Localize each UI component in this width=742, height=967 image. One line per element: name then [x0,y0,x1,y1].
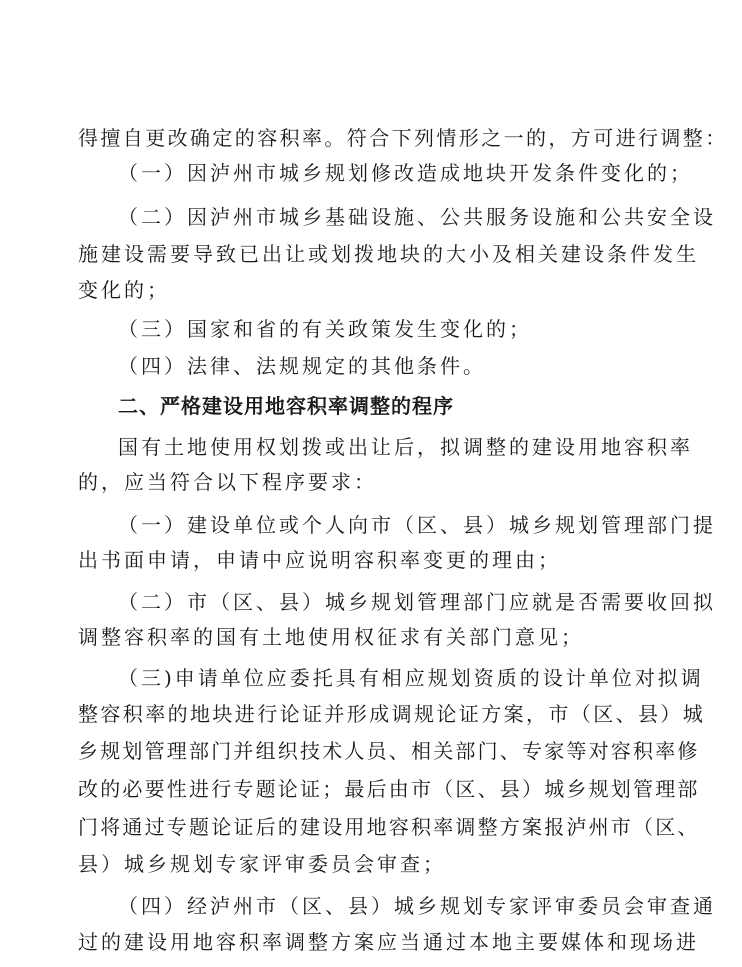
paragraph-line: 整容积率的地块进行论证并形成调规论证方案，市（区、县）城 [78,702,706,726]
paragraph-line: 变化的； [78,278,170,302]
paragraph-line: 的，应当符合以下程序要求： [78,470,377,494]
paragraph-line: （一）因泸州市城乡规划修改造成地块开发条件变化的； [118,161,693,185]
paragraph-line: （四）经泸州市（区、县）城乡规划专家评审委员会审查通 [118,894,716,918]
paragraph-line: （三)申请单位应委托具有相应规划资质的设计单位对拟调 [118,666,704,690]
paragraph-line: 过的建设用地容积率调整方案应当通过本地主要媒体和现场进 [78,930,699,954]
paragraph-line: 出书面申请，申请中应说明容积率变更的理由； [78,548,561,572]
paragraph-line: （三）国家和省的有关政策发生变化的； [118,317,532,341]
paragraph-line: 调整容积率的国有土地使用权征求有关部门意见； [78,625,584,649]
paragraph-line: 国有土地使用权划拨或出让后，拟调整的建设用地容积率 [118,435,693,459]
paragraph-line: （二）市（区、县）城乡规划管理部门应就是否需要收回拟 [118,590,716,614]
paragraph-line: （二）因泸州市城乡基础设施、公共服务设施和公共安全设 [118,205,716,229]
paragraph-line: 得擅自更改确定的容积率。符合下列情形之一的，方可进行调整： [78,126,728,150]
section-heading: 二、严格建设用地容积率调整的程序 [118,394,454,418]
paragraph-line: （四）法律、法规规定的其他条件。 [118,354,486,378]
paragraph-line: 改的必要性进行专题论证；最后由市（区、县）城乡规划管理部 [78,777,700,801]
paragraph-line: （一）建设单位或个人向市（区、县）城乡规划管理部门提 [118,513,716,537]
paragraph-line: 乡规划管理部门并组织技术人员、相关部门、专家等对容积率修 [78,739,700,763]
paragraph-line: 施建设需要导致已出让或划拨地块的大小及相关建设条件发生 [78,242,699,266]
paragraph-line: 门将通过专题论证后的建设用地容积率调整方案报泸州市（区、 [78,815,700,839]
paragraph-line: 县）城乡规划专家评审委员会审查； [78,852,446,876]
